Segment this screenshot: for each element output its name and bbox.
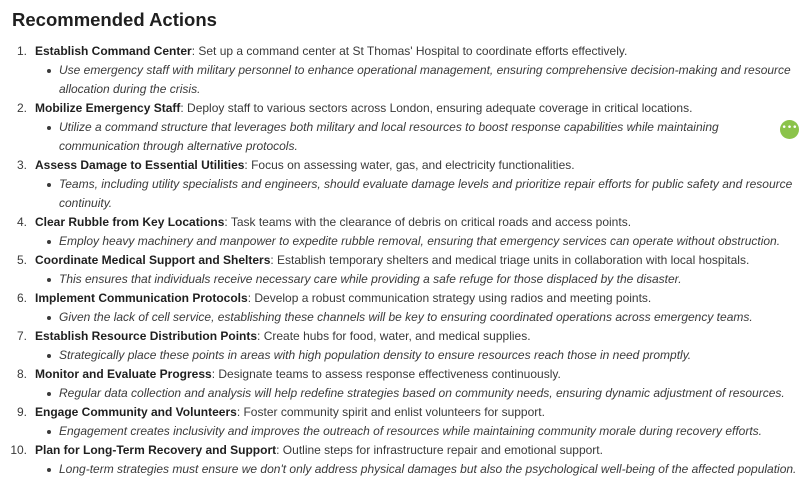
action-item	[12, 42, 802, 99]
item-number: 9.	[16, 405, 27, 419]
section-heading: Recommended Actions	[12, 9, 217, 30]
action-detail: Regular data collection and analysis will help redefine strategies based on community needs, ensuring dynamic adjustment of resources.	[35, 384, 802, 403]
action-detail: Given the lack of cell service, establishing these channels will be key to ensuring coordinated operations across emergency teams.	[35, 308, 802, 327]
action-description: : Outline steps for infrastructure repair and emotional support.	[276, 443, 603, 457]
action-item	[12, 441, 802, 479]
floating-action-button[interactable]	[780, 120, 799, 139]
action-detail: Employ heavy machinery and manpower to expedite rubble removal, ensuring that emergency services can operate without obstruction.	[35, 232, 802, 251]
action-item	[12, 327, 802, 365]
item-number: 6.	[16, 291, 27, 305]
action-item	[12, 289, 802, 327]
action-title: Implement Communication Protocols	[35, 291, 248, 305]
action-detail: This ensures that individuals receive necessary care while providing a safe refuge for those displaced by the disaster.	[35, 270, 802, 289]
action-detail-list	[35, 422, 802, 441]
action-detail-list	[35, 232, 802, 251]
action-title: Assess Damage to Essential Utilities	[35, 158, 245, 172]
action-item	[12, 99, 802, 156]
item-number: 3.	[16, 158, 27, 172]
action-item	[12, 403, 802, 441]
action-title: Engage Community and Volunteers	[35, 405, 237, 419]
action-detail-list	[35, 308, 802, 327]
item-number: 4.	[16, 215, 27, 229]
action-item	[12, 365, 802, 403]
action-description: : Create hubs for food, water, and medical supplies.	[257, 329, 531, 343]
action-detail-list	[35, 460, 802, 479]
action-description: : Foster community spirit and enlist volunteers for support.	[236, 405, 545, 419]
action-detail-list	[35, 346, 802, 365]
action-detail: Strategically place these points in areas with high population density to ensure resources reach those in need promptly.	[35, 346, 802, 365]
action-description: : Deploy staff to various sectors across London, ensuring adequate coverage in critical locations.	[180, 101, 693, 115]
action-title: Plan for Long-Term Recovery and Support	[35, 443, 277, 457]
action-detail: Use emergency staff with military personnel to enhance operational management, ensuring comprehensive decision-making and resource allocation during the crisis.	[35, 61, 802, 99]
action-detail: Long-term strategies must ensure we don't only address physical damages but also the psychological well-being of the affected population.	[35, 460, 802, 479]
action-description: : Set up a command center at St Thomas' Hospital to coordinate efforts effectively.	[191, 44, 628, 58]
action-description: : Designate teams to assess response effectiveness continuously.	[211, 367, 561, 381]
action-title: Mobilize Emergency Staff	[35, 101, 181, 115]
action-title: Establish Resource Distribution Points	[35, 329, 258, 343]
action-detail-list	[35, 384, 802, 403]
action-description: : Establish temporary shelters and medical triage units in collaboration with local hospitals.	[270, 253, 750, 267]
action-detail-list	[35, 118, 802, 156]
item-number: 5.	[16, 253, 27, 267]
item-number: 1.	[16, 44, 27, 58]
action-detail-list	[35, 270, 802, 289]
recommended-actions-section	[12, 8, 802, 479]
item-number: 7.	[16, 329, 27, 343]
item-number: 2.	[16, 101, 27, 115]
action-title: Monitor and Evaluate Progress	[35, 367, 212, 381]
action-detail: Teams, including utility specialists and engineers, should evaluate damage levels and prioritize repair efforts for public safety and resource continuity.	[35, 175, 802, 213]
action-item	[12, 156, 802, 213]
action-detail-list	[35, 175, 802, 213]
action-title: Establish Command Center	[35, 44, 192, 58]
action-detail: Engagement creates inclusivity and improves the outreach of resources while maintaining community morale during recovery efforts.	[35, 422, 802, 441]
action-item	[12, 251, 802, 289]
action-description: : Develop a robust communication strategy using radios and meeting points.	[247, 291, 652, 305]
actions-list	[12, 42, 802, 479]
action-description: : Focus on assessing water, gas, and electricity functionalities.	[244, 158, 575, 172]
item-number: 8.	[16, 367, 27, 381]
action-title: Clear Rubble from Key Locations	[35, 215, 225, 229]
action-item	[12, 213, 802, 251]
ellipsis-icon: •••	[781, 123, 798, 133]
action-description: : Task teams with the clearance of debris on critical roads and access points.	[224, 215, 632, 229]
action-detail-list	[35, 61, 802, 99]
item-number: 10.	[10, 443, 27, 457]
action-title: Coordinate Medical Support and Shelters	[35, 253, 271, 267]
action-detail: Utilize a command structure that leverages both military and local resources to boost response capabilities while maintaining communication through alternative protocols.	[35, 118, 802, 156]
